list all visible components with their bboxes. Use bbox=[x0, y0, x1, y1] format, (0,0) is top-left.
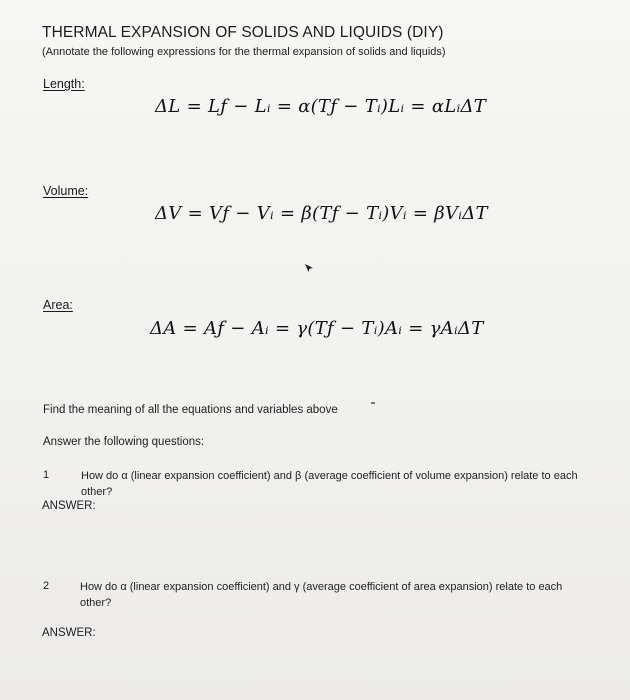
length-label: Length: bbox=[43, 77, 85, 91]
volume-equation: ΔV = Vƒ − Vᵢ = β(Tƒ − Tᵢ)Vᵢ = βVᵢΔT bbox=[155, 203, 488, 224]
area-label: Area: bbox=[43, 298, 73, 312]
question-number: 2 bbox=[43, 580, 50, 592]
length-equation: ΔL = Lƒ − Lᵢ = α(Tƒ − Tᵢ)Lᵢ = αLᵢΔT bbox=[155, 96, 487, 117]
stray-mark bbox=[371, 402, 375, 404]
answer-label: ANSWER: bbox=[42, 500, 96, 512]
question-text: How do α (linear expansion coefficient) and β (average coefficient of volume expansion) relate to each other? bbox=[81, 470, 578, 498]
document-subtitle: (Annotate the following expressions for the thermal expansion of solids and liquids) bbox=[42, 46, 446, 58]
volume-label: Volume: bbox=[43, 184, 89, 198]
question-number: 1 bbox=[43, 469, 50, 481]
mouse-cursor-icon bbox=[303, 262, 315, 274]
area-equation: ΔA = Aƒ − Aᵢ = γ(Tƒ − Tᵢ)Aᵢ = γAᵢΔT bbox=[150, 318, 484, 339]
find-meaning-instruction: Find the meaning of all the equations and variables above bbox=[43, 404, 338, 416]
answer-label: ANSWER: bbox=[42, 627, 96, 639]
answer-following-instruction: Answer the following questions: bbox=[43, 436, 205, 448]
question-text: How do α (linear expansion coefficient) and γ (average coefficient of area expansion) relate to each other? bbox=[80, 581, 563, 609]
document-title: THERMAL EXPANSION OF SOLIDS AND LIQUIDS (DIY) bbox=[42, 24, 444, 41]
